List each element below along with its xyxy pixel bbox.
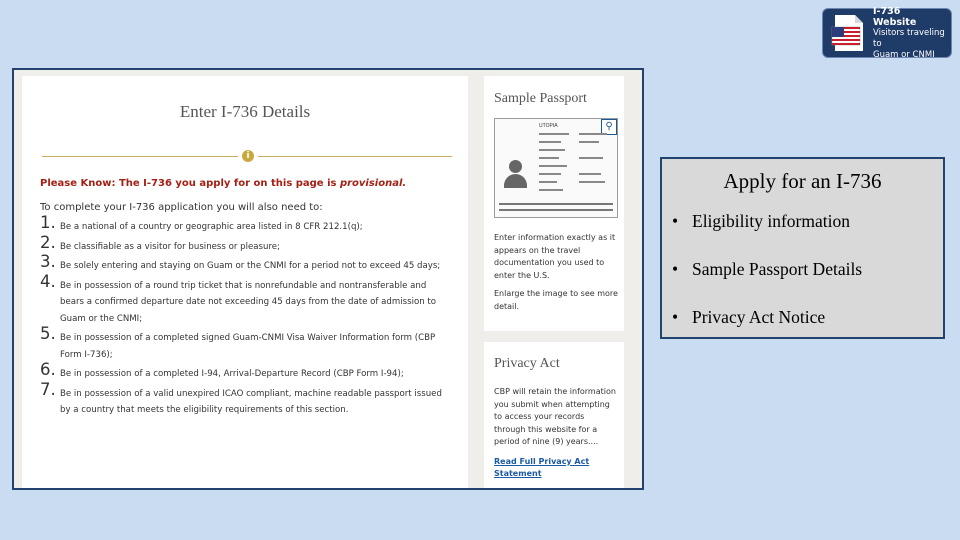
privacy-act-text: CBP will retain the information you submit when attempting to access your records through this website for a period of nine (9) years.... xyxy=(494,387,616,446)
requirement-item: 3. Be solely entering and staying on Guam or the CNMI for a period not to exceed 45 days; xyxy=(40,252,441,271)
please-know-notice xyxy=(40,178,406,189)
info-icon: i xyxy=(242,150,254,162)
please-know-emphasis: provisional. xyxy=(339,178,407,189)
document-flag-icon xyxy=(829,13,869,53)
website-screenshot xyxy=(12,68,644,490)
decorative-dot xyxy=(248,488,254,490)
requirement-item: 1. Be a national of a country or geographic area listed in 8 CFR 212.1(q); xyxy=(40,213,363,232)
page-title: Enter I-736 Details xyxy=(179,102,311,121)
divider-left xyxy=(42,156,238,157)
sample-passport-title: Sample Passport xyxy=(494,91,587,106)
apply-list-item: • Eligibility information xyxy=(672,211,850,231)
apply-i736-box xyxy=(660,157,945,339)
requirement-item: 4. Be in possession of a round trip ticket that is nonrefundable and nontransferable and bears a confirmed departure date not exceeding 45 days from the date of admission to Guam or the CNMI; xyxy=(40,271,437,324)
privacy-act-link[interactable]: Read Full Privacy Act Statement xyxy=(494,457,590,478)
badge-line-2: Visitors traveling to xyxy=(873,27,945,49)
sample-passport-image[interactable] xyxy=(494,118,618,218)
apply-list-item: • Privacy Act Notice xyxy=(672,307,826,327)
requirement-item: 5. Be in possession of a completed signed Guam-CNMI Visa Waiver Information form (CBP Form I-736); xyxy=(40,324,436,360)
privacy-act-card xyxy=(484,342,624,490)
please-know-text: The I-736 you apply for on this page is xyxy=(118,178,337,189)
i736-details-panel xyxy=(22,76,468,490)
sample-passport-card xyxy=(484,76,624,331)
enlarge-image-note: Enlarge the image to see more detail. xyxy=(494,289,618,311)
apply-list xyxy=(672,211,862,355)
requirement-item: 7. Be in possession of a valid unexpired ICAO compliant, machine readable passport issued by a country that meets the eligibility requirements of this section. xyxy=(40,379,442,415)
passport-country: UTOPIA xyxy=(539,123,558,129)
requirement-item: 2. Be classifiable as a visitor for business or pleasure; xyxy=(40,232,280,252)
requirement-item: 6. Be in possession of a completed I-94, Arrival-Departure Record (CBP Form I-94); xyxy=(40,360,404,379)
apply-list-item: • Sample Passport Details xyxy=(672,259,863,279)
privacy-act-title: Privacy Act xyxy=(494,356,560,371)
requirements-list xyxy=(40,213,444,419)
magnify-icon[interactable]: ⚲ xyxy=(601,119,617,135)
passport-photo xyxy=(503,147,531,195)
divider-right xyxy=(258,156,452,157)
intro-text: To complete your I-736 application you will also need to: xyxy=(40,202,323,213)
i736-website-badge[interactable] xyxy=(822,5,952,60)
please-know-label: Please Know: xyxy=(40,178,116,189)
apply-title: Apply for an I-736 xyxy=(723,169,882,193)
badge-line-3: Guam or CNMI xyxy=(873,49,935,60)
passport-instructions: Enter information exactly as it appears on the travel documentation you used to enter the U.S. xyxy=(494,233,616,280)
badge-line-1: I-736 Website xyxy=(873,5,917,28)
